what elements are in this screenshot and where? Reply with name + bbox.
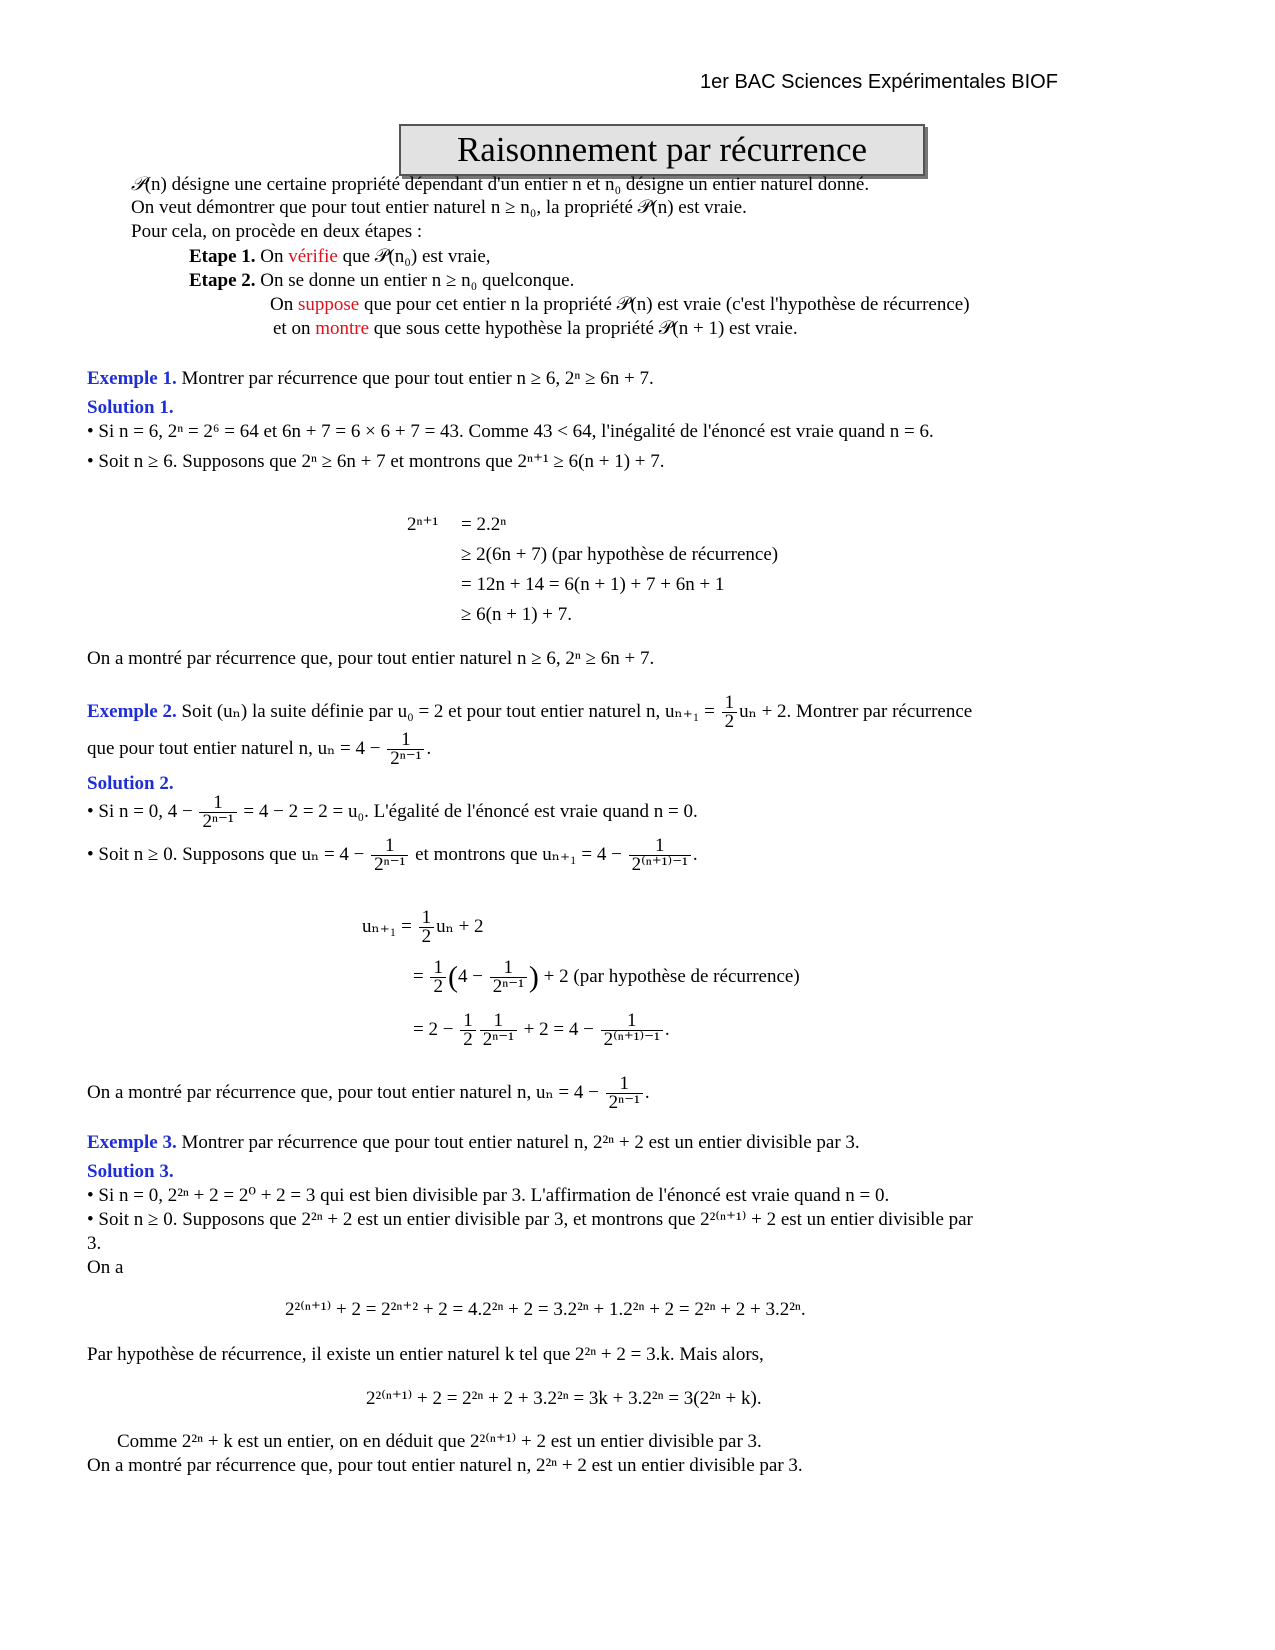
fraction-one-over-pow bbox=[480, 1012, 517, 1049]
calc-1-line-4: ≥ 6(n + 1) + 7. bbox=[461, 604, 573, 625]
fraction-one-over-pow bbox=[490, 959, 527, 996]
page-header: 1er BAC Sciences Expérimentales BIOF bbox=[700, 71, 1058, 93]
frac-den: 2ⁿ⁻¹ bbox=[492, 976, 524, 998]
frac-den: 2ⁿ⁻¹ bbox=[390, 748, 422, 770]
example-3-conclusion-2: On a montré par récurrence que, pour tout entier naturel n, 2²ⁿ + 2 est un entier divisible par 3. bbox=[87, 1455, 803, 1476]
on-a: On a bbox=[87, 1257, 124, 1278]
fraction-one-over-pow bbox=[199, 794, 236, 831]
step-2 bbox=[189, 269, 574, 293]
frac-num: 1 bbox=[490, 959, 527, 978]
fraction-one-half bbox=[460, 1012, 476, 1049]
paren-open: ( bbox=[447, 960, 458, 994]
frac-den: 2ⁿ⁻¹ bbox=[608, 1092, 640, 1114]
solution-2-label: Solution 2. bbox=[87, 773, 174, 794]
solution-1-label: Solution 1. bbox=[87, 397, 174, 418]
intro-p3: Pour cela, on procède en deux étapes : bbox=[131, 221, 423, 242]
step-1-after: que 𝒫(n₀) est vraie, bbox=[342, 246, 491, 267]
example-2-text-a: Soit (uₙ) la suite définie par u₀ = 2 et pour tout entier naturel n, uₙ₊₁ = bbox=[181, 701, 715, 722]
fraction-one-half bbox=[430, 959, 446, 996]
example-2-conclusion-text: On a montré par récurrence que, pour tout entier naturel n, uₙ = 4 − bbox=[87, 1082, 599, 1103]
frac-den: 2 bbox=[463, 1029, 473, 1051]
calc-2-four-minus: 4 − bbox=[457, 966, 483, 987]
calc-1-lhs: 2ⁿ⁺¹ bbox=[407, 514, 439, 535]
example-2-label: Exemple 2. bbox=[87, 701, 177, 722]
period: . bbox=[692, 844, 698, 865]
step-2-montre bbox=[273, 317, 798, 341]
example-3-statement: Montrer par récurrence que pour tout entier naturel n, 2²ⁿ + 2 est un entier divisible par 3. bbox=[181, 1132, 860, 1153]
frac-num: 1 bbox=[460, 1012, 476, 1031]
s2-b2-a: • Soit n ≥ 0. Supposons que uₙ = 4 − bbox=[87, 844, 365, 865]
frac-den: 2⁽ⁿ⁺¹⁾⁻¹ bbox=[603, 1029, 660, 1051]
fraction-one-over-pow-n1 bbox=[629, 837, 691, 874]
solution-1-bullet-2: • Soit n ≥ 6. Supposons que 2ⁿ ≥ 6n + 7 et montrons que 2ⁿ⁺¹ ≥ 6(n + 1) + 7. bbox=[87, 451, 665, 472]
fraction-one-over-pow bbox=[606, 1075, 643, 1112]
frac-num: 1 bbox=[430, 959, 446, 978]
calc-2-two-minus: = 2 − bbox=[413, 1019, 454, 1040]
frac-den: 2ⁿ⁻¹ bbox=[482, 1029, 514, 1051]
step-1-keyword: vérifie bbox=[288, 246, 338, 267]
calc-1-line-2: ≥ 2(6n + 7) (par hypothèse de récurrence) bbox=[461, 544, 779, 565]
step-2b-keyword: suppose bbox=[297, 294, 360, 315]
fraction-one-half bbox=[419, 909, 435, 946]
frac-den: 2 bbox=[421, 926, 432, 948]
calc-3-hyp: Par hypothèse de récurrence, il existe un entier naturel k tel que 2²ⁿ + 2 = 3.k. Mais alors, bbox=[87, 1344, 764, 1365]
page-title-box bbox=[399, 124, 925, 176]
calc-2-lhs bbox=[362, 905, 484, 949]
fraction-one-over-pow bbox=[387, 731, 424, 768]
step-2-label: Etape 2. bbox=[189, 270, 256, 291]
paren-close: ) bbox=[528, 960, 539, 994]
example-2-conclusion bbox=[87, 1071, 650, 1115]
intro-p1-text: (n) désigne une certaine propriété dépendant d'un entier n et n₀ désigne un entier naturel donné. bbox=[144, 174, 870, 195]
example-3-conclusion-1: Comme 2²ⁿ + k est un entier, on en déduit que 2²⁽ⁿ⁺¹⁾ + 2 est un entier divisible par 3. bbox=[117, 1431, 762, 1452]
solution-3-bullet-1: • Si n = 0, 2²ⁿ + 2 = 2⁰ + 2 = 3 qui est bien divisible par 3. L'affirmation de l'énoncé est vraie quand n = 0. bbox=[87, 1185, 890, 1206]
example-1 bbox=[87, 367, 654, 391]
step-1-label: Etape 1. bbox=[189, 246, 256, 267]
calc-2-line-3 bbox=[413, 1008, 670, 1052]
example-2-line-2 bbox=[87, 727, 431, 771]
calc-2-lhs-text: uₙ₊₁ bbox=[362, 916, 397, 937]
solution-2-bullet-2 bbox=[87, 833, 698, 877]
frac-den: 2ⁿ⁻¹ bbox=[374, 854, 406, 876]
calc-3-eq-1: 2²⁽ⁿ⁺¹⁾ + 2 = 2²ⁿ⁺² + 2 = 4.2²ⁿ + 2 = 3.2²ⁿ + 1.2²ⁿ + 2 = 2²ⁿ + 2 + 3.2²ⁿ. bbox=[285, 1299, 806, 1320]
step-2c-keyword: montre bbox=[315, 318, 370, 339]
step-2c-after: que sous cette hypothèse la propriété 𝒫(n + 1) est vraie. bbox=[373, 318, 798, 339]
step-2b-before: On bbox=[270, 294, 294, 315]
frac-num: 1 bbox=[606, 1075, 643, 1094]
fraction-one-over-pow-n1 bbox=[601, 1012, 663, 1049]
frac-num: 1 bbox=[629, 837, 691, 856]
fraction-one-over-pow bbox=[371, 837, 408, 874]
period: . bbox=[426, 738, 432, 759]
calc-2-line-2-rest: + 2 (par hypothèse de récurrence) bbox=[543, 966, 800, 987]
period: . bbox=[664, 1019, 670, 1040]
calc-1-line-1: = 2.2ⁿ bbox=[461, 514, 507, 535]
period: . bbox=[644, 1082, 650, 1103]
frac-den: 2ⁿ⁻¹ bbox=[202, 811, 234, 833]
frac-num: 1 bbox=[480, 1012, 517, 1031]
example-1-statement: Montrer par récurrence que pour tout entier n ≥ 6, 2ⁿ ≥ 6n + 7. bbox=[181, 368, 654, 389]
calc-3-eq-2: 2²⁽ⁿ⁺¹⁾ + 2 = 2²ⁿ + 2 + 3.2²ⁿ = 3k + 3.2²ⁿ = 3(2²ⁿ + k). bbox=[366, 1388, 762, 1409]
example-2-text-c: que pour tout entier naturel n, uₙ = 4 − bbox=[87, 738, 381, 759]
calc-2-line-3-mid: + 2 = 4 − bbox=[523, 1019, 594, 1040]
s2-b1-a: • Si n = 0, 4 − bbox=[87, 801, 193, 822]
solution-3-bullet-2: • Soit n ≥ 0. Supposons que 2²ⁿ + 2 est un entier divisible par 3, et montrons que 2²⁽ⁿ⁺¹⁾ + 2 est un entier divisible par bbox=[87, 1209, 973, 1230]
calc-2-line-2 bbox=[413, 955, 800, 1000]
step-2c-before: et on bbox=[273, 318, 311, 339]
example-1-label: Exemple 1. bbox=[87, 368, 177, 389]
s2-b1-b: = 4 − 2 = 2 = u₀. L'égalité de l'énoncé est vraie quand n = 0. bbox=[243, 801, 698, 822]
step-2b-after: que pour cet entier n la propriété 𝒫(n) est vraie (c'est l'hypothèse de récurrence) bbox=[363, 294, 970, 315]
step-2-suppose bbox=[270, 293, 970, 317]
step-1 bbox=[189, 245, 491, 269]
step-1-before: On bbox=[260, 246, 284, 267]
calc-1-line-3: = 12n + 14 = 6(n + 1) + 7 + 6n + 1 bbox=[461, 574, 725, 595]
frac-den: 2 bbox=[433, 976, 443, 998]
page-title: Raisonnement par récurrence bbox=[456, 130, 868, 169]
equals: = bbox=[413, 966, 424, 987]
example-2-text-b: uₙ + 2. Montrer par récurrence bbox=[739, 701, 973, 722]
calc-2-line-1-rest: uₙ + 2 bbox=[436, 916, 484, 937]
frac-num: 1 bbox=[371, 837, 408, 856]
frac-den: 2⁽ⁿ⁺¹⁾⁻¹ bbox=[631, 854, 688, 876]
s2-b2-b: et montrons que uₙ₊₁ = 4 − bbox=[415, 844, 622, 865]
solution-1-bullet-1: • Si n = 6, 2ⁿ = 2⁶ = 64 et 6n + 7 = 6 × 6 + 7 = 43. Comme 43 < 64, l'inégalité de l'énoncé est vraie quand n = 6. bbox=[87, 421, 934, 442]
solution-3-bullet-2-cont: 3. bbox=[87, 1233, 102, 1254]
intro-p1: 𝒫(n) désigne une certaine propriété dépendant d'un entier n et n₀ désigne un entier naturel donné. bbox=[131, 173, 870, 195]
equals: = bbox=[401, 916, 412, 937]
frac-den: 2 bbox=[724, 711, 735, 733]
frac-num: 1 bbox=[199, 794, 236, 813]
frac-num: 1 bbox=[601, 1012, 663, 1031]
example-1-conclusion: On a montré par récurrence que, pour tout entier naturel n ≥ 6, 2ⁿ ≥ 6n + 7. bbox=[87, 648, 655, 669]
intro-p2: On veut démontrer que pour tout entier naturel n ≥ n₀, la propriété 𝒫(n) est vraie. bbox=[131, 197, 747, 218]
example-3-label: Exemple 3. bbox=[87, 1132, 177, 1153]
frac-num: 1 bbox=[722, 694, 738, 713]
example-3 bbox=[87, 1131, 860, 1155]
frac-num: 1 bbox=[419, 909, 435, 928]
step-2-text: On se donne un entier n ≥ n₀ quelconque. bbox=[260, 270, 575, 291]
solution-3-label: Solution 3. bbox=[87, 1161, 174, 1182]
solution-2-bullet-1 bbox=[87, 790, 698, 834]
fraction-one-half bbox=[722, 694, 738, 731]
frac-num: 1 bbox=[387, 731, 424, 750]
